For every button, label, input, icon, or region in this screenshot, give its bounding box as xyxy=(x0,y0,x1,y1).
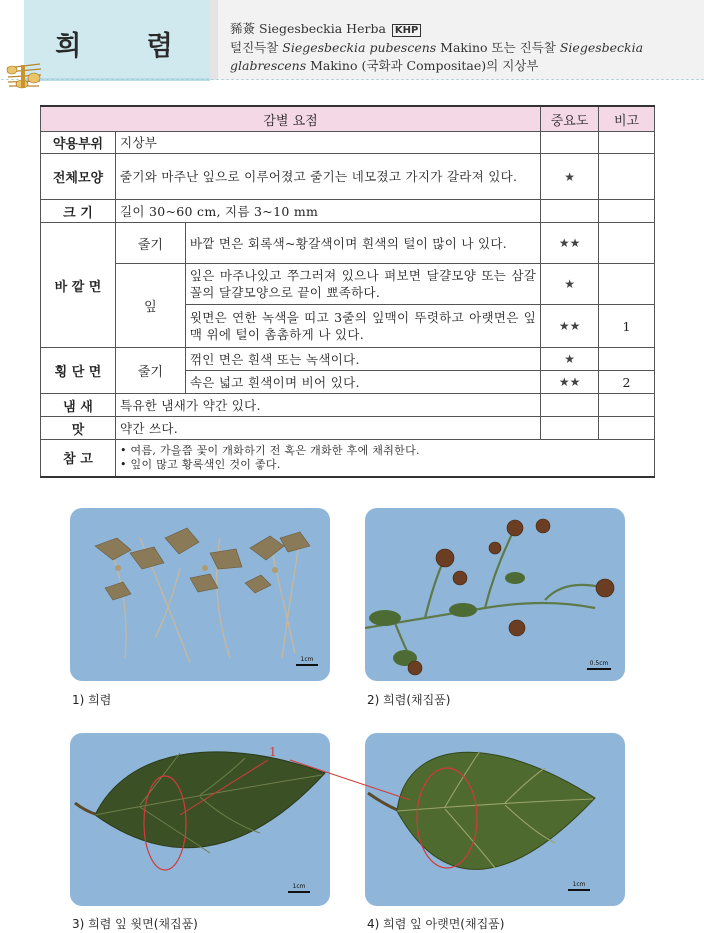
row-text: 윗면은 연한 녹색을 띠고 3줄의 잎맥이 뚜렷하고 아랫면은 잎맥 위에 털이 촘촘하게 나 있다. xyxy=(185,305,540,348)
row-label: 약용부위 xyxy=(41,132,116,154)
remark-number: 2 xyxy=(599,371,655,394)
importance-stars: ★★ xyxy=(541,371,599,394)
list-item: • 잎이 많고 황록색인 것이 좋다. xyxy=(120,458,650,472)
latin-name: Siegesbeckia Herba xyxy=(259,21,386,36)
scale-label: 1cm xyxy=(292,883,306,890)
origin-text-a: 털진득찰 xyxy=(230,40,283,55)
row-text: 지상부 xyxy=(115,132,540,154)
list-item: • 여름, 가을쯤 꽃이 개화하기 전 혹은 개화한 후에 채취한다. xyxy=(120,444,650,458)
header-importance: 중요도 xyxy=(541,106,599,132)
scale-label: 1cm xyxy=(300,656,314,663)
callout-number: 1 xyxy=(269,745,277,759)
sub-label: 잎 xyxy=(115,264,185,348)
row-label: 횡 단 면 xyxy=(41,348,116,394)
species-name-2: Siegesbeckia glabrescens xyxy=(230,40,644,73)
row-label: 크 기 xyxy=(41,200,116,223)
photo-caption: 1) 희렴 xyxy=(72,693,112,707)
importance-stars: ★★ xyxy=(541,223,599,264)
origin-text-b: Makino 또는 진득찰 xyxy=(436,40,560,55)
row-text: 속은 넓고 흰색이며 비어 있다. xyxy=(185,371,540,394)
photo-caption: 2) 희렴(채집품) xyxy=(367,693,451,707)
header-remarks: 비고 xyxy=(599,106,655,132)
row-label: 냄 새 xyxy=(41,394,116,417)
row-text: 줄기와 마주난 잎으로 이루어졌고 줄기는 네모졌고 가지가 갈라져 있다. xyxy=(115,154,540,200)
row-text: 바깥 면은 회록색~황갈색이며 흰색의 털이 많이 나 있다. xyxy=(185,223,540,264)
row-text: 꺾인 면은 흰색 또는 녹색이다. xyxy=(185,348,540,371)
importance-stars: ★★ xyxy=(541,305,599,348)
scale-label: 1cm xyxy=(572,881,586,888)
sub-label: 줄기 xyxy=(115,223,185,264)
sub-label: 줄기 xyxy=(115,348,185,394)
row-text: 특유한 냄새가 약간 있다. xyxy=(115,394,540,417)
row-label: 전체모양 xyxy=(41,154,116,200)
khp-badge: KHP xyxy=(392,24,421,37)
row-label: 맛 xyxy=(41,417,116,440)
photo-caption: 3) 희렴 잎 윗면(채집품) xyxy=(72,917,198,931)
species-name-1: Siegesbeckia pubescens xyxy=(282,40,437,55)
scale-label: 0.5cm xyxy=(589,660,609,667)
importance-stars: ★ xyxy=(541,348,599,371)
photo-caption: 4) 희렴 잎 아랫면(채집품) xyxy=(367,917,505,931)
row-text: 잎은 마주나있고 쭈그러져 있으나 펴보면 달걀모양 또는 삼갈꼴의 달걀모양으로 끝이 뾰족하다. xyxy=(185,264,540,305)
importance-stars: ★ xyxy=(541,154,599,200)
row-label: 참 고 xyxy=(41,440,116,477)
importance-stars: ★ xyxy=(541,264,599,305)
header-criteria: 감별 요점 xyxy=(41,106,541,132)
page-title: 희 렴 xyxy=(55,31,201,62)
row-text: 길이 30~60 cm, 지름 3~10 mm xyxy=(115,200,540,223)
row-text: 약간 쓰다. xyxy=(115,417,540,440)
remark-number: 1 xyxy=(599,305,655,348)
row-label: 바 깥 면 xyxy=(41,223,116,348)
origin-text-c: Makino (국화과 Compositae)의 지상부 xyxy=(306,58,539,73)
hanja-name: 豨薟 xyxy=(230,21,256,36)
